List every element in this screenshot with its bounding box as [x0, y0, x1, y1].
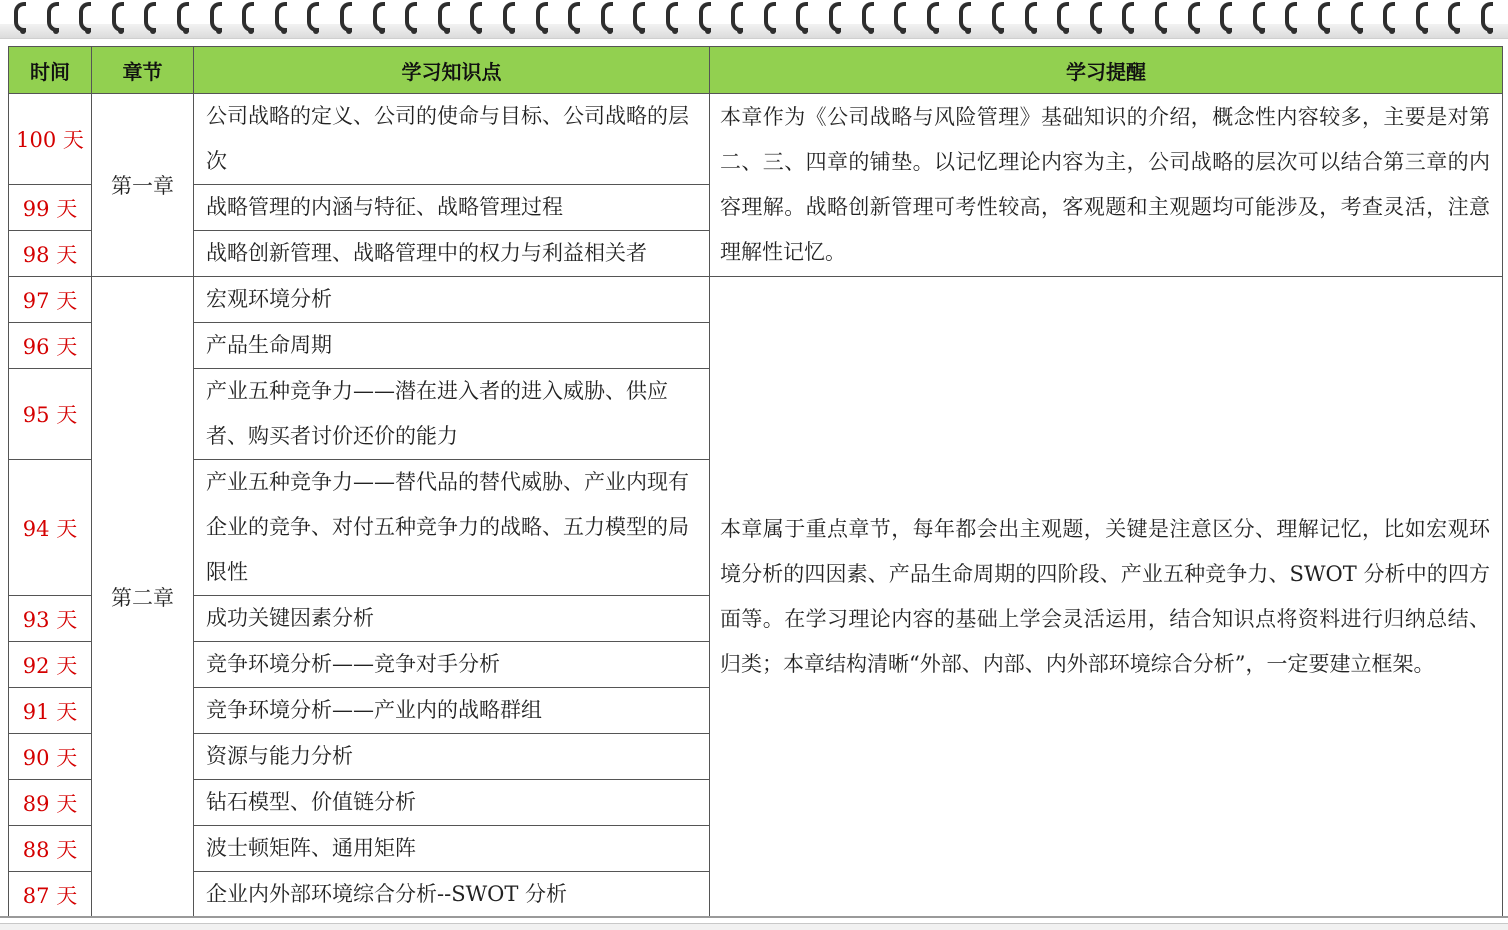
- binding-ring: [1090, 2, 1102, 32]
- binding-strip: [0, 24, 1508, 39]
- binding-ring: [862, 2, 874, 32]
- binding-ring: [1285, 2, 1297, 32]
- day-cell: 93 天: [9, 596, 92, 642]
- binding-ring: [1448, 2, 1460, 32]
- day-cell: 95 天: [9, 369, 92, 460]
- binding-ring: [79, 2, 91, 32]
- binding-ring: [796, 2, 808, 32]
- binding-ring: [14, 2, 26, 32]
- binding-ring: [405, 2, 417, 32]
- topic-cell: 产业五种竞争力——潜在进入者的进入威胁、供应者、购买者讨价还价的能力: [194, 369, 710, 460]
- binding-ring: [470, 2, 482, 32]
- binding-ring: [1383, 2, 1395, 32]
- day-cell: 90 天: [9, 734, 92, 780]
- binding-ring: [1253, 2, 1265, 32]
- binding-ring: [144, 2, 156, 32]
- day-cell: 92 天: [9, 642, 92, 688]
- day-cell: 97 天: [9, 277, 92, 323]
- topic-cell: 竞争环境分析——产业内的战略群组: [194, 688, 710, 734]
- topic-cell: 成功关键因素分析: [194, 596, 710, 642]
- day-cell: 100 天: [9, 94, 92, 185]
- topic-cell: 产品生命周期: [194, 323, 710, 369]
- day-cell: 89 天: [9, 780, 92, 826]
- table-row: [9, 277, 1503, 323]
- topic-cell: 产业五种竞争力——替代品的替代威胁、产业内现有企业的竞争、对付五种竞争力的战略、五力模型的局限性: [194, 460, 710, 596]
- page-bottom-rule: [0, 916, 1508, 924]
- binding-ring: [601, 2, 613, 32]
- topic-cell: 战略创新管理、战略管理中的权力与利益相关者: [194, 231, 710, 277]
- binding-ring: [1025, 2, 1037, 32]
- binding-ring: [894, 2, 906, 32]
- binding-ring: [307, 2, 319, 32]
- binding-ring: [1416, 2, 1428, 32]
- topic-cell: 宏观环境分析: [194, 277, 710, 323]
- binding-ring: [633, 2, 645, 32]
- binding-ring: [1188, 2, 1200, 32]
- binding-ring: [959, 2, 971, 32]
- reminder-cell: 本章属于重点章节，每年都会出主观题，关键是注意区分、理解记忆，比如宏观环境分析的四因素、产品生命周期的四阶段、产业五种竞争力、SWOT 分析中的四方面等。在学习理论内容的基础上学会灵活运用，结合知识点将资料进行归纳总结、归类；本章结构清晰“外部、内部、内外部环境综合分析”，一定要建立框架。: [710, 277, 1503, 918]
- topic-cell: 波士顿矩阵、通用矩阵: [194, 826, 710, 872]
- topic-cell: 资源与能力分析: [194, 734, 710, 780]
- reminder-cell: 本章作为《公司战略与风险管理》基础知识的介绍，概念性内容较多，主要是对第二、三、四章的铺垫。以记忆理论内容为主，公司战略的层次可以结合第三章的内容理解。战略创新管理可考性较高，客观题和主观题均可能涉及，考查灵活，注意理解性记忆。: [710, 94, 1503, 277]
- binding-ring: [568, 2, 580, 32]
- binding-ring: [536, 2, 548, 32]
- study-plan-sheet: [8, 46, 1502, 913]
- page-footer-bar: [0, 924, 1508, 930]
- header-chapter: 章节: [92, 47, 194, 94]
- binding-ring: [112, 2, 124, 32]
- binding-ring: [992, 2, 1004, 32]
- binding-ring: [1351, 2, 1363, 32]
- table-row: [9, 94, 1503, 185]
- binding-ring: [438, 2, 450, 32]
- binding-ring: [927, 2, 939, 32]
- binding-ring: [210, 2, 222, 32]
- binding-ring: [1122, 2, 1134, 32]
- topic-cell: 钻石模型、价值链分析: [194, 780, 710, 826]
- binding-ring: [1220, 2, 1232, 32]
- day-cell: 94 天: [9, 460, 92, 596]
- day-cell: 87 天: [9, 872, 92, 918]
- day-cell: 98 天: [9, 231, 92, 277]
- study-plan-table: [8, 46, 1503, 918]
- day-cell: 99 天: [9, 185, 92, 231]
- table-header-row: [9, 47, 1503, 94]
- binding-ring: [666, 2, 678, 32]
- chapter-cell: 第二章: [92, 277, 194, 918]
- spiral-binding: [0, 0, 1508, 44]
- day-cell: 91 天: [9, 688, 92, 734]
- binding-ring: [275, 2, 287, 32]
- binding-ring: [829, 2, 841, 32]
- binding-ring: [177, 2, 189, 32]
- binding-ring: [1481, 2, 1493, 32]
- binding-ring: [699, 2, 711, 32]
- binding-ring: [764, 2, 776, 32]
- chapter-cell: 第一章: [92, 94, 194, 277]
- header-reminder: 学习提醒: [710, 47, 1503, 94]
- binding-ring: [242, 2, 254, 32]
- binding-ring: [1057, 2, 1069, 32]
- day-cell: 96 天: [9, 323, 92, 369]
- binding-ring: [1318, 2, 1330, 32]
- topic-cell: 企业内外部环境综合分析--SWOT 分析: [194, 872, 710, 918]
- binding-ring: [340, 2, 352, 32]
- topic-cell: 公司战略的定义、公司的使命与目标、公司战略的层次: [194, 94, 710, 185]
- binding-ring: [1155, 2, 1167, 32]
- binding-ring: [373, 2, 385, 32]
- binding-ring: [47, 2, 59, 32]
- header-topic: 学习知识点: [194, 47, 710, 94]
- binding-ring: [503, 2, 515, 32]
- topic-cell: 战略管理的内涵与特征、战略管理过程: [194, 185, 710, 231]
- day-cell: 88 天: [9, 826, 92, 872]
- binding-ring: [731, 2, 743, 32]
- topic-cell: 竞争环境分析——竞争对手分析: [194, 642, 710, 688]
- header-time: 时间: [9, 47, 92, 94]
